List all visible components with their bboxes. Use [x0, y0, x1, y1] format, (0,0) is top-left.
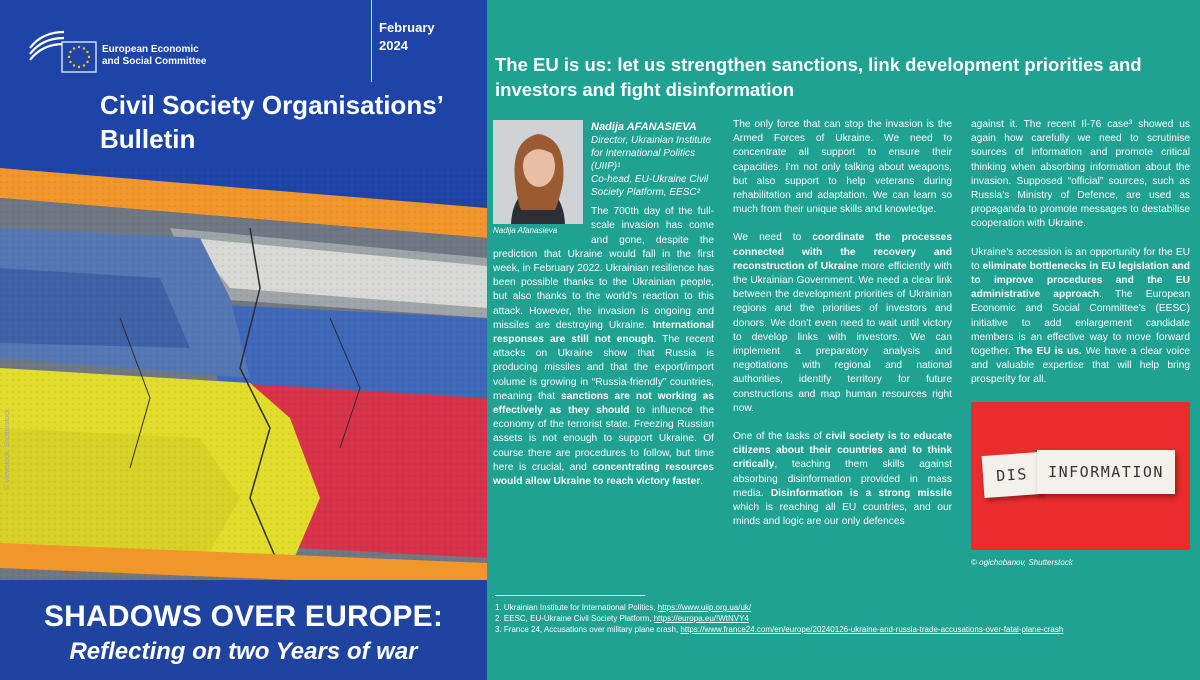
bold-run: International responses are still not enough [493, 319, 714, 346]
bold-run: sanctions are not working as effectively as they should [493, 390, 715, 417]
issue-date [371, 0, 487, 82]
issue-month: February [379, 20, 435, 35]
author-portrait-icon [493, 120, 583, 224]
article-title [495, 52, 1195, 102]
text-run: more efficiently with the Ukrainian Government. We need a clear link between the development priorities of Ukrainian regions and the priorities of investors and donors. We don’t even need to wait until victory to develop links with investors. We can implement a preparatory analysis and negotiations with regional and national authorities, identify territory for future constructions and map human resources right now. [733, 260, 952, 414]
bold-run: eliminate bottlenecks in EU legislation and to improve procedures and the EU administrative approach [971, 260, 1190, 301]
publication-title-line2: Bulletin [100, 124, 196, 154]
org-name-line1: European Economic [102, 44, 199, 55]
text-run: . [700, 476, 704, 488]
bold-run: civil society is to educate citizens about their countries and to think critically [733, 431, 952, 471]
cover-photo-credit: © Viewstock, Shutterstock [4, 408, 11, 490]
article-paragraph [733, 430, 952, 529]
text-run: which is reaching all EU countries, and our minds and logic are our only defences [733, 502, 952, 528]
article-paragraph: The only force that can stop the invasion is the Armed Forces of Ukraine. We need to concentrate all support to ensure their capacities. I’m not only talking about weapons, but also support to help veterans during rehabilitation and adaptation. We can learn so much from their unique skills and knowledge. [733, 119, 952, 216]
footnote-link[interactable]: https://europa.eu/!WtNVY4 [653, 614, 749, 623]
article-title-line2: investors and fight disinformation [495, 79, 795, 100]
bold-run: Disinformation is a strong missile [770, 487, 952, 499]
text-run: We need to [733, 232, 813, 244]
author-role-1: Director, Ukrainian Institute for International Politics (UIIP)¹ [591, 135, 712, 173]
article-column-1 [493, 120, 714, 503]
footnote-text: 3. France 24, Accusations over military plane crash, [495, 625, 681, 634]
text-run: . The recent attacks on Ukraine show that Russia is producing missiles and that the export/import volume is growing in “Russia-friendly” countries, meaning that [493, 334, 714, 402]
article-paragraph [493, 205, 714, 489]
article-title-line1: The EU is us: let us strengthen sanctions, link development priorities and [495, 54, 1142, 75]
cover-subheadline: Reflecting on two Years of war [69, 638, 418, 665]
cover-headline: SHADOWS OVER EUROPE: [43, 600, 444, 633]
footnote-3 [495, 624, 1195, 635]
disinformation-image [971, 402, 1190, 550]
org-name [102, 44, 242, 68]
org-name-line2: and Social Committee [102, 56, 207, 67]
cover-flag-wall-image [0, 168, 487, 588]
footnote-2 [495, 613, 1195, 624]
article-paragraph: against it. The recent Il-76 case³ showed us again how carefully we need to scrutinise sources of information and promote critical thinking when absorbing information about the invasion. Supposed “official” sources, such as Russia’s Ministry of Defence, are used as propaganda to promote messages to destabilise cooperation with Ukraine. [971, 119, 1190, 230]
disinfo-card-information: INFORMATION [1037, 450, 1175, 494]
article-paragraph [733, 231, 952, 416]
photo-caption: Nadija Afanasieva [493, 226, 558, 235]
publication-title-line1: Civil Society Organisations’ [100, 90, 444, 120]
footnote-link[interactable]: https://www.uiip.org.ua/uk/ [657, 603, 752, 612]
text-run: We have a clear voice and valuable expertise that will help bring prosperity for all. [971, 346, 1190, 386]
publication-title [100, 88, 480, 156]
disinfo-card-dis: DIS [982, 452, 1043, 498]
article-paragraph [971, 246, 1190, 388]
footnote-link[interactable]: https://www.france24.com/en/europe/20240126-ukraine-and-russia-trade-accusations-over-fatal-plane-crash [680, 625, 1064, 634]
author-name: Nadija AFANASIEVA [591, 121, 697, 133]
bold-run: The EU is us. [1014, 346, 1082, 358]
article-column-3 [971, 118, 1190, 570]
bold-run: concentrating resources would allow Ukraine to reach victory faster [493, 461, 714, 488]
image-credit: © ogichobanov, Shutterstock [971, 557, 1073, 567]
text-run: Ukraine’s accession is an opportunity for the EU to [971, 246, 1190, 272]
footnote-text: 1. Ukrainian Institute for International Politics, [495, 603, 658, 612]
footnote-divider [495, 595, 645, 596]
footnotes [495, 602, 1195, 635]
article-page [487, 0, 1200, 680]
footnote-text: 2. EESC, EU-Ukraine Civil Society Platform, [495, 614, 654, 623]
eesc-logo-icon [28, 26, 98, 74]
text-run: One of the tasks of [733, 431, 826, 443]
author-photo [493, 120, 583, 224]
issue-year: 2024 [379, 38, 408, 53]
bulletin-cover [0, 0, 487, 680]
text-run: to influence the economy of the terrorist state. Freezing Russian assets is not enough to support Ukraine. Of course there are procedures to follow, but time here is crucial, and [493, 405, 714, 473]
article-column-2 [733, 118, 952, 543]
text-run: The 700th day of the full-scale invasion has come and gone, despite the prediction that Ukraine would fall in the first week, in February 2022. Ukrainian resilience has been possible thanks to the Ukrainian people, but also thanks to the world’s reaction to this attack. However, the invasion is ongoing and missiles are destroying Ukraine. [493, 206, 714, 331]
text-run: . The European Economic and Social Committee’s (EESC) initiative to add enlargement candidate members is an effective way to move forward together. [971, 289, 1190, 358]
text-run: , teaching them skills against absorbing disinformation provided in mass media. [733, 459, 952, 499]
bold-run: coordinate the processes connected with the recovery and reconstruction of Ukraine [733, 232, 952, 272]
footnote-1 [495, 602, 1195, 613]
author-role-2: Co-head, EU-Ukraine Civil Society Platform, EESC² [591, 174, 709, 199]
